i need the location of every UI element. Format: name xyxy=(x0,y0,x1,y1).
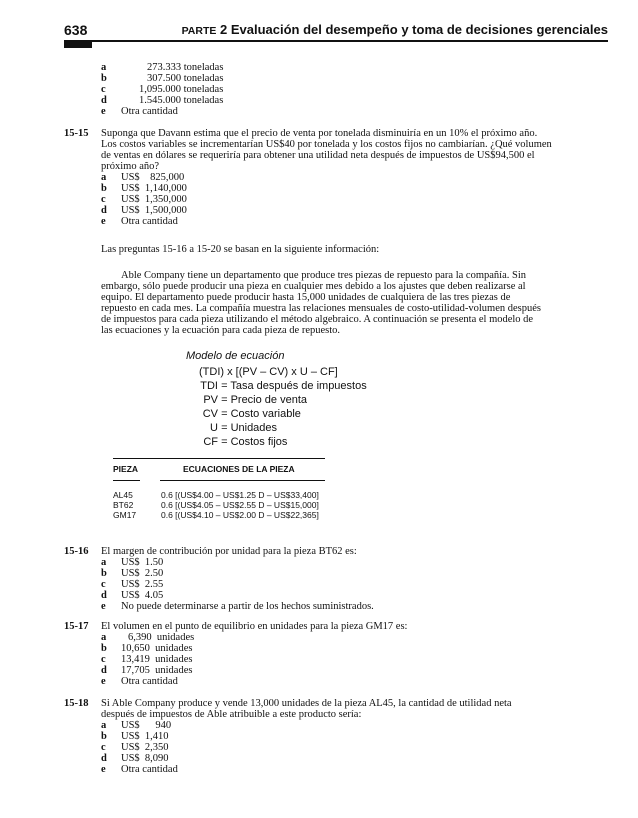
header-rule xyxy=(64,40,608,42)
table-row: AL45 0.6 [(US$4.00 – US$1.25 D – US$33,400] xyxy=(113,490,319,500)
option: e No puede determinarse a partir de los hechos suministrados. xyxy=(101,601,374,612)
part-label: PARTE xyxy=(181,25,217,37)
option: b US$ 1,410 xyxy=(101,731,169,742)
question-text: El volumen en el punto de equilibrio en unidades para la pieza GM17 es: xyxy=(101,621,408,632)
question-number: 15-17 xyxy=(64,621,89,632)
option: e Otra cantidad xyxy=(101,106,178,117)
question-number: 15-18 xyxy=(64,698,89,709)
option: a 6,390 unidades xyxy=(101,632,195,643)
option: d US$ 1,500,000 xyxy=(101,205,187,216)
question-number: 15-15 xyxy=(64,128,89,139)
option: a US$ 1.50 xyxy=(101,557,164,568)
option: d 1.545.000 toneladas xyxy=(101,95,224,106)
page-number: 638 xyxy=(64,22,88,38)
option: b US$ 2.50 xyxy=(101,568,164,579)
model-formula: (TDI) x [(PV – CV) x U – CF] xyxy=(199,366,338,378)
option: a 273.333 toneladas xyxy=(101,62,224,73)
intro-text: Las preguntas 15-16 a 15-20 se basan en la siguiente información: xyxy=(101,244,380,255)
case-paragraph: Able Company tiene un departamento que produce tres piezas de repuesto para la compañía. Sin embargo, sólo puede producir una pieza en cualquier mes debido a los ajustes que deben realizarse al equipo. El departamento puede producir hasta 15,000 unidades de cualquiera de las tres piezas de repuesto en cada mes. La compañía muestra las relaciones mensuales de costo-utilidad-volumen después de impuestos para cada pieza utilizando el método algebraico. A continuación se presenta el modelo de las ecuaciones y la ecuación para cada pieza de repuesto. xyxy=(101,270,541,336)
option: c 1,095.000 toneladas xyxy=(101,84,224,95)
table-row: GM17 0.6 [(US$4.10 – US$2.00 D – US$22,365] xyxy=(113,510,319,520)
table-header-piece: PIEZA xyxy=(113,464,139,474)
definition-row: CF = Costos fijos xyxy=(203,436,288,448)
option: e Otra cantidad xyxy=(101,216,178,227)
question-number: 15-16 xyxy=(64,546,89,557)
definition-row: CV = Costo variable xyxy=(202,408,301,420)
definition-row: TDI = Tasa después de impuestos xyxy=(200,380,367,392)
definition-row: PV = Precio de venta xyxy=(203,394,307,406)
option: c 13,419 unidades xyxy=(101,654,193,665)
option: e Otra cantidad xyxy=(101,676,178,687)
option: c US$ 2.55 xyxy=(101,579,164,590)
header-bar xyxy=(64,42,92,48)
option: c US$ 1,350,000 xyxy=(101,194,187,205)
option: e Otra cantidad xyxy=(101,764,178,775)
option: d 17,705 unidades xyxy=(101,665,193,676)
question-text: El margen de contribución por unidad para la pieza BT62 es: xyxy=(101,546,357,557)
definition-row: U = Unidades xyxy=(210,422,278,434)
table-rule xyxy=(113,480,140,481)
table-rule xyxy=(160,480,325,481)
chapter-header xyxy=(182,22,608,37)
table-top-rule xyxy=(113,458,325,459)
option: b US$ 1,140,000 xyxy=(101,183,187,194)
option: b 10,650 unidades xyxy=(101,643,193,654)
part-title: 2 Evaluación del desempeño y toma de decisiones gerenciales xyxy=(220,22,608,37)
table-row: BT62 0.6 [(US$4.05 – US$2.55 D – US$15,000] xyxy=(113,500,319,510)
table-header-equation: ECUACIONES DE LA PIEZA xyxy=(183,464,295,474)
option: a US$ 940 xyxy=(101,720,172,731)
option: a US$ 825,000 xyxy=(101,172,185,183)
option: d US$ 4.05 xyxy=(101,590,164,601)
option: b 307.500 toneladas xyxy=(101,73,224,84)
question-text: Si Able Company produce y vende 13,000 unidades de la pieza AL45, la cantidad de utilidad neta después de impuestos de Able atribuible a este producto sería: xyxy=(101,698,512,720)
model-title: Modelo de ecuación xyxy=(186,350,285,362)
option: c US$ 2,350 xyxy=(101,742,169,753)
question-text: Suponga que Davann estima que el precio de venta por tonelada disminuiría en un 10% el próximo año. Los costos variables se incrementarían US$40 por tonelada y los costos fijos no cambiarían. ¿Qué volumen de ventas en dólares se requeriría para obtener una utilidad neta después de impuestos de US$94,500 el próximo año? xyxy=(101,128,552,172)
option: d US$ 8,090 xyxy=(101,753,169,764)
